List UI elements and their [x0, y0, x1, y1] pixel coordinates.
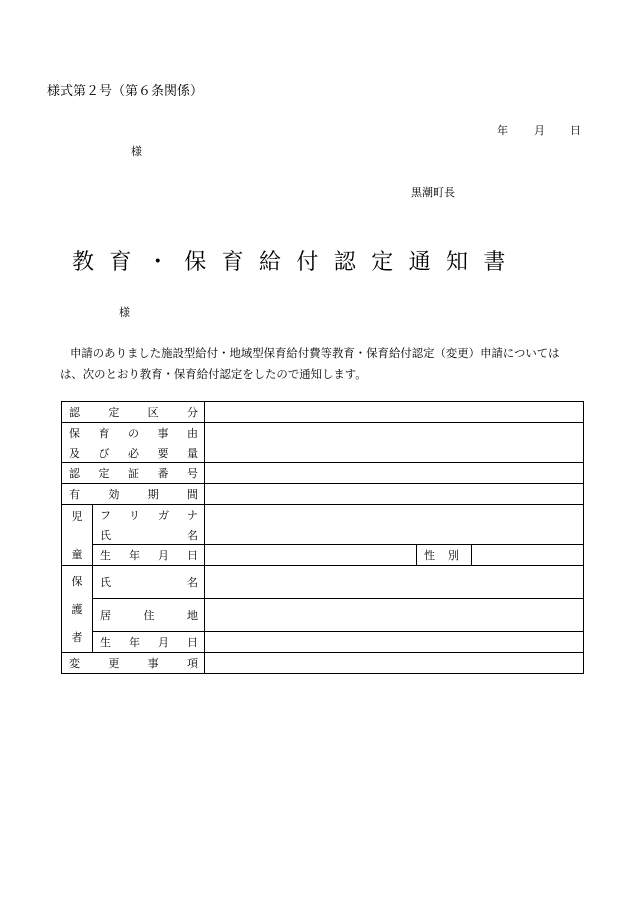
label-henko-jiko: 変 更 事 項	[69, 657, 198, 670]
addressee-honorific: 様	[119, 306, 130, 319]
label-child-sex: 性 別	[424, 549, 459, 562]
row-henko-jiko	[62, 653, 584, 674]
document-title: 教育・保育給付認定通知書	[72, 250, 521, 275]
child-group-char-2: 童	[71, 548, 83, 561]
value-hoiku-jiyu[interactable]	[205, 423, 584, 463]
row-hoiku-jiyu	[62, 423, 584, 463]
row-guardian-address	[62, 599, 584, 632]
value-yuko-kikan[interactable]	[205, 484, 584, 505]
notice-body-line1: 申請のありました施設型給付・地域型保育給付費等教育・保育給付認定（変更）申請については	[70, 346, 560, 360]
label-child-name: 氏 名	[100, 528, 198, 542]
row-yuko-kikan	[62, 484, 584, 505]
row-guardian-birth	[62, 632, 584, 653]
value-henko-jiko[interactable]	[205, 653, 584, 674]
value-child-sex[interactable]	[472, 545, 584, 566]
label-yuko-kikan: 有 効 期 間	[69, 488, 198, 501]
value-guardian-birth[interactable]	[205, 632, 584, 653]
guardian-group-char-2: 護	[71, 603, 83, 616]
date-year-label: 年	[497, 124, 508, 137]
label-shosho-bango: 認 定 証 番 号	[69, 467, 198, 480]
guardian-group-char-1: 保	[71, 575, 83, 588]
value-guardian-address[interactable]	[205, 599, 584, 632]
label-hitsuyo-ryo: 及 び 必 要 量	[69, 446, 198, 460]
label-child-birth: 生 年 月 日	[100, 549, 198, 562]
label-nintei-kubun: 認 定 区 分	[69, 406, 198, 419]
guardian-group-label	[62, 566, 93, 653]
label-hoiku-jiyu: 保 育 の 事 由	[69, 426, 198, 440]
label-child-furigana: フ リ ガ ナ	[100, 508, 198, 522]
date-day-label: 日	[570, 124, 581, 137]
label-guardian-birth: 生 年 月 日	[100, 636, 198, 649]
value-child-name[interactable]	[205, 505, 584, 545]
date-line	[497, 122, 582, 138]
value-nintei-kubun[interactable]	[205, 402, 584, 423]
notice-body	[60, 343, 588, 385]
value-child-birth[interactable]	[205, 545, 417, 566]
row-nintei-kubun	[62, 402, 584, 423]
guardian-group-char-3: 者	[71, 631, 83, 644]
row-shosho-bango	[62, 463, 584, 484]
form-number: 様式第２号（第６条関係）	[47, 84, 204, 99]
value-guardian-name[interactable]	[205, 566, 584, 599]
issuer-name: 黒潮町長	[411, 186, 455, 199]
row-guardian-name	[62, 566, 584, 599]
date-month-label: 月	[534, 124, 545, 137]
addressee-top-honorific: 様	[131, 145, 142, 158]
certification-table	[61, 401, 584, 674]
row-child-birth	[62, 545, 584, 566]
label-guardian-address: 居 住 地	[100, 609, 198, 622]
value-shosho-bango[interactable]	[205, 463, 584, 484]
child-group-label	[62, 505, 93, 566]
row-child-name	[62, 505, 584, 545]
child-group-char-1: 児	[71, 510, 83, 523]
notice-body-line2: は、次のとおり教育・保育給付認定をしたので通知します。	[60, 367, 367, 381]
label-guardian-name: 氏 名	[100, 576, 198, 589]
